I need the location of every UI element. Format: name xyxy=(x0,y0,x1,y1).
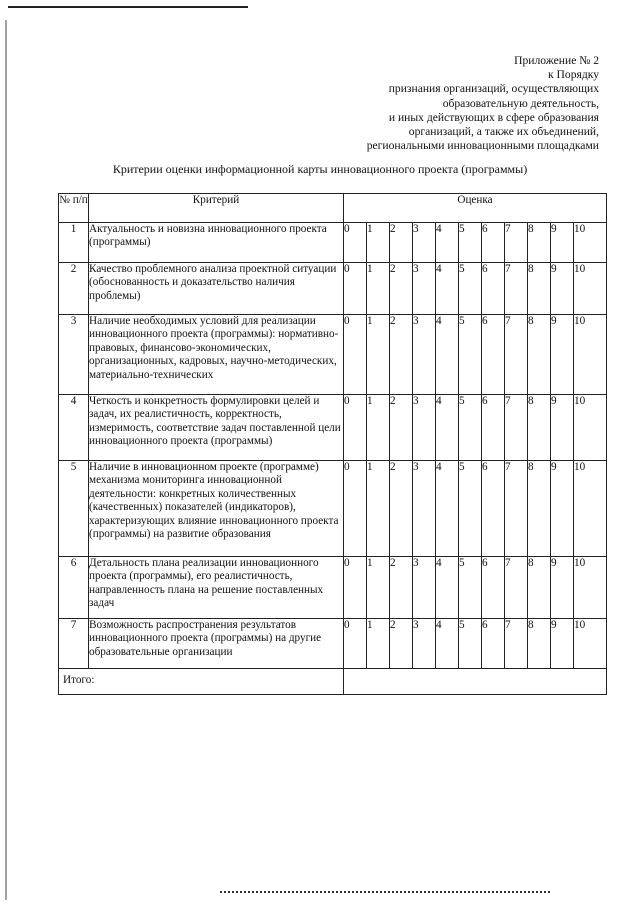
score-cell[interactable]: 4 xyxy=(436,315,459,395)
score-cell[interactable]: 8 xyxy=(528,619,551,669)
score-cell[interactable]: 5 xyxy=(459,223,482,263)
score-cell[interactable]: 8 xyxy=(528,315,551,395)
score-cell[interactable]: 9 xyxy=(551,619,574,669)
appendix-line: признания организаций, осуществляющих xyxy=(388,82,599,96)
score-cell[interactable]: 2 xyxy=(390,263,413,315)
score-cell[interactable]: 0 xyxy=(344,395,367,461)
score-cell[interactable]: 1 xyxy=(367,223,390,263)
appendix-header xyxy=(299,54,599,153)
score-cell[interactable]: 7 xyxy=(505,395,528,461)
score-cell[interactable]: 4 xyxy=(436,619,459,669)
score-cell[interactable]: 7 xyxy=(505,263,528,315)
row-number: 5 xyxy=(59,461,89,557)
table-row xyxy=(59,223,607,263)
total-score-cell xyxy=(344,669,607,695)
score-cell[interactable]: 2 xyxy=(390,557,413,619)
score-cell[interactable]: 3 xyxy=(413,395,436,461)
score-cell[interactable]: 0 xyxy=(344,263,367,315)
criterion-text: Наличие в инновационном проекте (программе) механизма мониторинга инновационной деятельности: конкретных количественных (качественных) показателей (индикаторов), характеризующих влияние инновационного проекта (программы) на развитие образования xyxy=(89,461,344,557)
document-title: Критерии оценки информационной карты инновационного проекта (программы) xyxy=(112,162,528,176)
score-cell[interactable]: 7 xyxy=(505,223,528,263)
score-cell[interactable]: 10 xyxy=(574,223,607,263)
table-row xyxy=(59,315,607,395)
score-cell[interactable]: 4 xyxy=(436,263,459,315)
score-cell[interactable]: 1 xyxy=(367,619,390,669)
score-cell[interactable]: 5 xyxy=(459,461,482,557)
score-cell[interactable]: 0 xyxy=(344,461,367,557)
score-cell[interactable]: 9 xyxy=(551,263,574,315)
score-cell[interactable]: 8 xyxy=(528,223,551,263)
score-cell[interactable]: 1 xyxy=(367,557,390,619)
score-cell[interactable]: 3 xyxy=(413,223,436,263)
score-cell[interactable]: 5 xyxy=(459,315,482,395)
criterion-text: Возможность распространения результатов инновационного проекта (программы) на другие образовательные организации xyxy=(89,619,344,669)
score-cell[interactable]: 6 xyxy=(482,461,505,557)
score-cell[interactable]: 4 xyxy=(436,223,459,263)
total-label: Итого: xyxy=(59,669,344,695)
row-number: 6 xyxy=(59,557,89,619)
score-cell[interactable]: 7 xyxy=(505,619,528,669)
score-cell[interactable]: 8 xyxy=(528,461,551,557)
header-criterion: Критерий xyxy=(89,194,344,223)
score-cell[interactable]: 9 xyxy=(551,461,574,557)
score-cell[interactable]: 7 xyxy=(505,315,528,395)
appendix-line: образовательную деятельность, xyxy=(442,96,599,110)
score-cell[interactable]: 0 xyxy=(344,557,367,619)
score-cell[interactable]: 9 xyxy=(551,315,574,395)
score-cell[interactable]: 8 xyxy=(528,395,551,461)
scan-edge-bottom xyxy=(220,891,550,893)
score-cell[interactable]: 3 xyxy=(413,619,436,669)
score-cell[interactable]: 2 xyxy=(390,315,413,395)
score-cell[interactable]: 5 xyxy=(459,263,482,315)
row-number: 4 xyxy=(59,395,89,461)
criteria-body xyxy=(59,223,607,669)
score-cell[interactable]: 0 xyxy=(344,315,367,395)
score-cell[interactable]: 4 xyxy=(436,557,459,619)
appendix-line: региональными инновационными площадками xyxy=(366,139,599,153)
score-cell[interactable]: 8 xyxy=(528,557,551,619)
score-cell[interactable]: 3 xyxy=(413,263,436,315)
criterion-text: Актуальность и новизна инновационного проекта (программы) xyxy=(89,223,344,263)
score-cell[interactable]: 6 xyxy=(482,619,505,669)
row-number: 3 xyxy=(59,315,89,395)
score-cell[interactable]: 6 xyxy=(482,263,505,315)
appendix-line: и иных действующих в сфере образования xyxy=(388,110,599,124)
score-cell[interactable]: 6 xyxy=(482,315,505,395)
table-row xyxy=(59,395,607,461)
score-cell[interactable]: 1 xyxy=(367,461,390,557)
score-cell[interactable]: 2 xyxy=(390,395,413,461)
header-num: № п/п xyxy=(59,194,89,223)
score-cell[interactable]: 1 xyxy=(367,263,390,315)
score-cell[interactable]: 1 xyxy=(367,315,390,395)
row-number: 7 xyxy=(59,619,89,669)
criterion-text: Четкость и конкретность формулировки целей и задач, их реалистичность, корректность, измеримость, соответствие задач поставленной цели инновационного проекта (программы) xyxy=(89,395,344,461)
score-cell[interactable]: 4 xyxy=(436,395,459,461)
score-cell[interactable]: 9 xyxy=(551,395,574,461)
score-cell[interactable]: 9 xyxy=(551,557,574,619)
score-cell[interactable]: 8 xyxy=(528,263,551,315)
scan-edge-left xyxy=(5,20,7,900)
score-cell[interactable]: 10 xyxy=(574,395,607,461)
total-row xyxy=(59,669,607,695)
score-cell[interactable]: 7 xyxy=(505,557,528,619)
table-row xyxy=(59,619,607,669)
score-cell[interactable]: 5 xyxy=(459,395,482,461)
score-cell[interactable]: 6 xyxy=(482,557,505,619)
table-row xyxy=(59,263,607,315)
appendix-line: организаций, а также их объединений, xyxy=(408,125,599,139)
score-cell[interactable]: 1 xyxy=(367,395,390,461)
score-cell[interactable]: 3 xyxy=(413,315,436,395)
criterion-text: Наличие необходимых условий для реализации инновационного проекта (программы): нормативно-правовых, финансово-экономических, организационных, кадровых, научно-методических, материально-технических xyxy=(89,315,344,395)
score-cell[interactable]: 5 xyxy=(459,557,482,619)
header-score: Оценка xyxy=(344,194,607,223)
table-row xyxy=(59,557,607,619)
criterion-text: Качество проблемного анализа проектной ситуации (обоснованность и доказательство наличия проблемы) xyxy=(89,263,344,315)
appendix-line: Приложение № 2 xyxy=(514,54,599,67)
score-cell[interactable]: 7 xyxy=(505,461,528,557)
criteria-table xyxy=(58,193,607,695)
appendix-line: к Порядку xyxy=(548,68,599,82)
score-cell[interactable]: 2 xyxy=(390,461,413,557)
score-cell[interactable]: 0 xyxy=(344,619,367,669)
scan-edge-top xyxy=(8,6,248,8)
score-cell[interactable]: 2 xyxy=(390,223,413,263)
row-number: 2 xyxy=(59,263,89,315)
score-cell[interactable]: 6 xyxy=(482,395,505,461)
score-cell[interactable]: 6 xyxy=(482,223,505,263)
score-cell[interactable]: 5 xyxy=(459,619,482,669)
score-cell[interactable]: 3 xyxy=(413,461,436,557)
score-cell[interactable]: 10 xyxy=(574,315,607,395)
row-number: 1 xyxy=(59,223,89,263)
score-cell[interactable]: 3 xyxy=(413,557,436,619)
score-cell[interactable]: 2 xyxy=(390,619,413,669)
score-cell[interactable]: 0 xyxy=(344,223,367,263)
criterion-text: Детальность плана реализации инновационного проекта (программы), его реалистичность, направленность плана на решение поставленных задач xyxy=(89,557,344,619)
score-cell[interactable]: 10 xyxy=(574,619,607,669)
score-cell[interactable]: 10 xyxy=(574,461,607,557)
score-cell[interactable]: 9 xyxy=(551,223,574,263)
table-header-row xyxy=(59,194,607,223)
score-cell[interactable]: 4 xyxy=(436,461,459,557)
score-cell[interactable]: 10 xyxy=(574,263,607,315)
score-cell[interactable]: 10 xyxy=(574,557,607,619)
table-row xyxy=(59,461,607,557)
